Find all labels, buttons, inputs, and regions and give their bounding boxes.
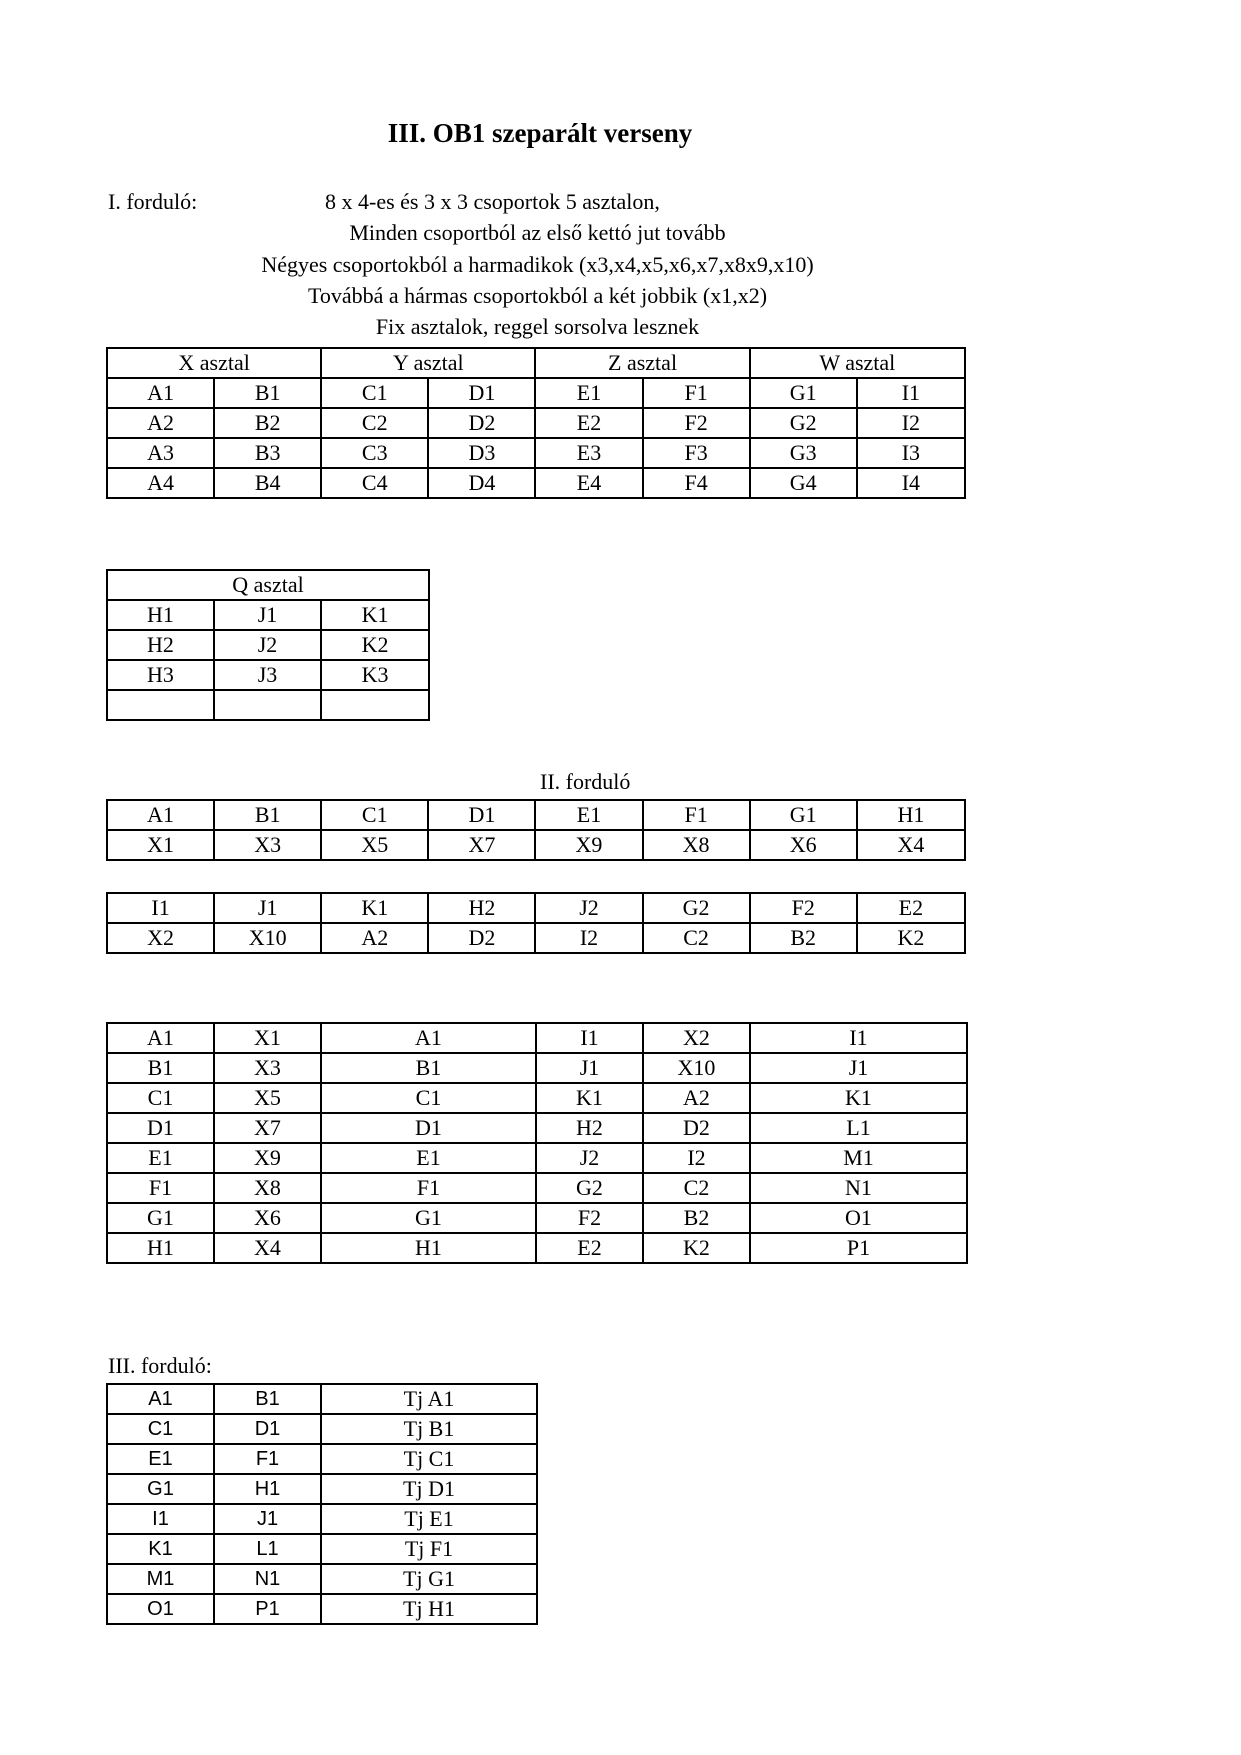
q-table: [106, 569, 430, 721]
table-cell: J2: [214, 630, 321, 660]
table-cell: F1: [107, 1173, 214, 1203]
table-cell: D1: [107, 1113, 214, 1143]
group-tables: [106, 347, 966, 499]
table-cell: G2: [643, 893, 750, 923]
table-cell: B1: [214, 1384, 321, 1414]
table-cell: X9: [214, 1143, 321, 1173]
table-cell: K1: [321, 600, 429, 630]
table-row: [107, 800, 965, 830]
table-cell: X5: [321, 830, 428, 860]
table-cell: E2: [536, 1233, 643, 1263]
table-cell: X9: [535, 830, 642, 860]
table-cell: D2: [643, 1113, 750, 1143]
table-cell: I1: [107, 1504, 214, 1534]
table-cell: B3: [214, 438, 321, 468]
table-cell: K3: [321, 660, 429, 690]
table-cell: C2: [643, 923, 750, 953]
table-cell: J1: [214, 600, 321, 630]
table-cell: K2: [857, 923, 965, 953]
round1-line-5: Fix asztalok, reggel sorsolva lesznek: [375, 314, 700, 339]
table-cell: H1: [214, 1474, 321, 1504]
table-cell: C1: [321, 1083, 536, 1113]
table-cell: J1: [750, 1053, 967, 1083]
table-cell: E1: [321, 1143, 536, 1173]
table-cell: I1: [107, 893, 214, 923]
table-header-w: W asztal: [750, 348, 965, 378]
table-cell: Tj F1: [321, 1534, 537, 1564]
table-cell: F4: [643, 468, 750, 498]
table-cell: B2: [750, 923, 857, 953]
round1-line-2: Minden csoportból az első kettó jut tovább: [349, 220, 726, 245]
table-cell: K1: [107, 1534, 214, 1564]
table-cell: B1: [214, 378, 321, 408]
page-title: III. OB1 szeparált verseny: [387, 118, 693, 148]
table-cell: E1: [107, 1143, 214, 1173]
table-cell: I2: [643, 1143, 750, 1173]
table-row: [107, 1203, 967, 1233]
table-cell: M1: [107, 1564, 214, 1594]
round3-table: [106, 1383, 538, 1625]
table-cell: [321, 690, 429, 720]
table-cell: L1: [214, 1534, 321, 1564]
table-row: [107, 690, 429, 720]
table-header-q: Q asztal: [107, 570, 429, 600]
table-cell: I3: [857, 438, 965, 468]
table-cell: F1: [643, 378, 750, 408]
table-cell: C1: [107, 1414, 214, 1444]
table-cell: F3: [643, 438, 750, 468]
table-cell: H2: [536, 1113, 643, 1143]
table-cell: F2: [750, 893, 857, 923]
table-cell: P1: [214, 1594, 321, 1624]
table-cell: H2: [428, 893, 535, 923]
table-cell: O1: [750, 1203, 967, 1233]
table-cell: C1: [321, 800, 428, 830]
table-row: [107, 1564, 537, 1594]
q-table-header-row: [107, 570, 429, 600]
table-cell: H1: [321, 1233, 536, 1263]
table-cell: D3: [428, 438, 535, 468]
table-cell: J1: [536, 1053, 643, 1083]
table-cell: A1: [107, 1023, 214, 1053]
pairing-table: [106, 1022, 968, 1264]
table-cell: I2: [857, 408, 965, 438]
table-cell: A2: [321, 923, 428, 953]
table-row: [107, 378, 965, 408]
table-cell: I4: [857, 468, 965, 498]
table-cell: Tj B1: [321, 1414, 537, 1444]
table-cell: B1: [107, 1053, 214, 1083]
table-cell: D4: [428, 468, 535, 498]
table-row: [107, 1594, 537, 1624]
table-cell: C4: [321, 468, 428, 498]
table-cell: A2: [643, 1083, 750, 1113]
table-row: [107, 1023, 967, 1053]
table-cell: C1: [107, 1083, 214, 1113]
table-cell: K1: [750, 1083, 967, 1113]
table-cell: G2: [536, 1173, 643, 1203]
table-cell: G1: [750, 378, 857, 408]
table-cell: E3: [535, 438, 642, 468]
table-cell: G2: [750, 408, 857, 438]
table-cell: A2: [107, 408, 214, 438]
table-cell: E4: [535, 468, 642, 498]
table-cell: B4: [214, 468, 321, 498]
round2-table-b: [106, 892, 966, 954]
table-cell: X7: [214, 1113, 321, 1143]
table-cell: X10: [214, 923, 321, 953]
table-cell: G1: [107, 1203, 214, 1233]
table-cell: X3: [214, 830, 321, 860]
table-cell: K1: [321, 893, 428, 923]
table-cell: O1: [107, 1594, 214, 1624]
table-cell: C3: [321, 438, 428, 468]
table-cell: Tj H1: [321, 1594, 537, 1624]
table-row: [107, 1053, 967, 1083]
table-cell: C2: [321, 408, 428, 438]
table-cell: F2: [643, 408, 750, 438]
table-cell: K1: [536, 1083, 643, 1113]
table-cell: E1: [107, 1444, 214, 1474]
table-row: [107, 468, 965, 498]
table-cell: G1: [321, 1203, 536, 1233]
table-cell: X4: [214, 1233, 321, 1263]
table-cell: X1: [214, 1023, 321, 1053]
table-cell: F1: [214, 1444, 321, 1474]
table-row: [107, 1384, 537, 1414]
table-row: [107, 408, 965, 438]
round3-label: III. forduló:: [108, 1353, 212, 1378]
table-cell: K2: [643, 1233, 750, 1263]
round1-line-4: Továbbá a hármas csoportokból a két jobbik (x1,x2): [307, 283, 768, 308]
table-row: [107, 1534, 537, 1564]
group-table-header-row: [107, 348, 965, 378]
table-cell: [214, 690, 321, 720]
table-cell: H3: [107, 660, 214, 690]
table-cell: B1: [321, 1053, 536, 1083]
table-cell: J1: [214, 1504, 321, 1534]
table-header-z: Z asztal: [535, 348, 749, 378]
table-row: [107, 893, 965, 923]
table-cell: I1: [536, 1023, 643, 1053]
table-cell: X8: [214, 1173, 321, 1203]
table-cell: P1: [750, 1233, 967, 1263]
table-cell: B2: [643, 1203, 750, 1233]
table-cell: X4: [857, 830, 965, 860]
table-cell: I2: [535, 923, 642, 953]
table-cell: X6: [214, 1203, 321, 1233]
table-cell: H1: [107, 600, 214, 630]
table-cell: I1: [857, 378, 965, 408]
table-cell: N1: [214, 1564, 321, 1594]
table-cell: X1: [107, 830, 214, 860]
table-cell: A3: [107, 438, 214, 468]
table-cell: X10: [643, 1053, 750, 1083]
table-row: [107, 1113, 967, 1143]
table-row: [107, 830, 965, 860]
table-row: [107, 1173, 967, 1203]
table-cell: E1: [535, 800, 642, 830]
round2-label: II. forduló: [540, 769, 631, 794]
table-cell: K2: [321, 630, 429, 660]
table-cell: I1: [750, 1023, 967, 1053]
table-cell: F1: [643, 800, 750, 830]
table-cell: G3: [750, 438, 857, 468]
table-cell: H1: [107, 1233, 214, 1263]
table-row: [107, 438, 965, 468]
round2-table-a: [106, 799, 966, 861]
table-cell: Tj G1: [321, 1564, 537, 1594]
table-cell: [107, 690, 214, 720]
table-row: [107, 923, 965, 953]
table-cell: J1: [214, 893, 321, 923]
table-cell: X6: [750, 830, 857, 860]
table-cell: X2: [643, 1023, 750, 1053]
table-row: [107, 1504, 537, 1534]
table-cell: X7: [428, 830, 535, 860]
table-cell: Tj D1: [321, 1474, 537, 1504]
table-cell: C2: [643, 1173, 750, 1203]
table-cell: L1: [750, 1113, 967, 1143]
table-cell: A1: [107, 800, 214, 830]
round1-line-3: Négyes csoportokból a harmadikok (x3,x4,x5,x6,x7,x8x9,x10): [261, 252, 814, 277]
table-cell: A1: [321, 1023, 536, 1053]
table-cell: X2: [107, 923, 214, 953]
round1-label: I. forduló:: [108, 189, 198, 214]
table-row: [107, 630, 429, 660]
table-row: [107, 1233, 967, 1263]
table-cell: Tj A1: [321, 1384, 537, 1414]
table-cell: X5: [214, 1083, 321, 1113]
table-row: [107, 600, 429, 630]
table-cell: D1: [428, 800, 535, 830]
table-cell: G1: [750, 800, 857, 830]
table-cell: D1: [321, 1113, 536, 1143]
table-cell: M1: [750, 1143, 967, 1173]
table-cell: E2: [535, 408, 642, 438]
table-cell: G4: [750, 468, 857, 498]
table-cell: J2: [535, 893, 642, 923]
table-cell: X8: [643, 830, 750, 860]
table-row: [107, 660, 429, 690]
table-cell: J2: [536, 1143, 643, 1173]
table-cell: A4: [107, 468, 214, 498]
table-cell: Tj C1: [321, 1444, 537, 1474]
table-cell: D1: [214, 1414, 321, 1444]
table-row: [107, 1474, 537, 1504]
table-cell: H1: [857, 800, 965, 830]
table-cell: F1: [321, 1173, 536, 1203]
table-cell: B2: [214, 408, 321, 438]
table-cell: N1: [750, 1173, 967, 1203]
table-cell: J3: [214, 660, 321, 690]
table-cell: X3: [214, 1053, 321, 1083]
table-cell: F2: [536, 1203, 643, 1233]
table-cell: A1: [107, 378, 214, 408]
table-cell: B1: [214, 800, 321, 830]
table-row: [107, 1083, 967, 1113]
table-row: [107, 1143, 967, 1173]
table-row: [107, 1444, 537, 1474]
table-cell: D1: [428, 378, 535, 408]
table-header-x: X asztal: [107, 348, 321, 378]
table-header-y: Y asztal: [321, 348, 535, 378]
table-cell: A1: [107, 1384, 214, 1414]
table-cell: Tj E1: [321, 1504, 537, 1534]
table-cell: E1: [535, 378, 642, 408]
table-cell: C1: [321, 378, 428, 408]
table-cell: E2: [857, 893, 965, 923]
table-cell: H2: [107, 630, 214, 660]
table-cell: D2: [428, 923, 535, 953]
table-cell: G1: [107, 1474, 214, 1504]
table-row: [107, 1414, 537, 1444]
round1-line-1: 8 x 4-es és 3 x 3 csoportok 5 asztalon,: [325, 189, 660, 214]
table-cell: D2: [428, 408, 535, 438]
